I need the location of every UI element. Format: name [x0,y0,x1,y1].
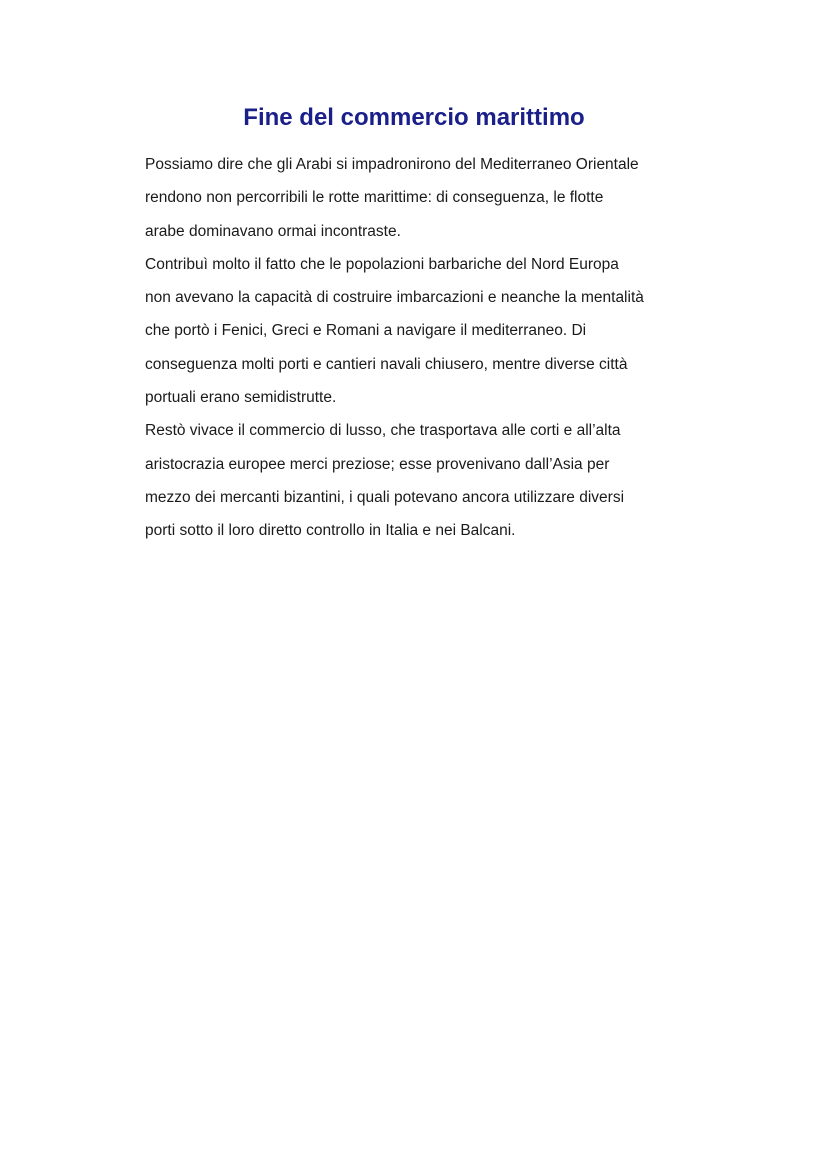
text-line: porti sotto il loro diretto controllo in Italia e nei Balcani. [145,522,516,540]
text-line: mezzo dei mercanti bizantini, i quali potevano ancora utilizzare diversi [145,488,625,506]
text-line: che portò i Fenici, Greci e Romani a navigare il mediterraneo. Di [145,322,587,340]
text-line: Possiamo dire che gli Arabi si impadronirono del Mediterraneo Orientale [145,156,639,173]
text-line: Restò vivace il commercio di lusso, che trasportava alle corti e all’alta [145,422,621,440]
text-line: Contribuì molto il fatto che le popolazioni barbariche del Nord Europa [145,255,619,273]
text-line: conseguenza molti porti e cantieri navali chiusero, mentre diverse città [145,355,628,373]
text-line: non avevano la capacità di costruire imbarcazioni e neanche la mentalità [145,289,644,307]
text-line: arabe dominavano ormai incontraste. [145,222,401,240]
text-line: rendono non percorribili le rotte marittime: di conseguenza, le flotte [145,189,604,207]
page-title: Fine del commercio marittimo [243,104,585,131]
body-text [145,148,725,548]
text-line: portuali erano semidistrutte. [145,389,337,407]
text-line: aristocrazia europee merci preziose; esse provenivano dall’Asia per [145,455,610,473]
